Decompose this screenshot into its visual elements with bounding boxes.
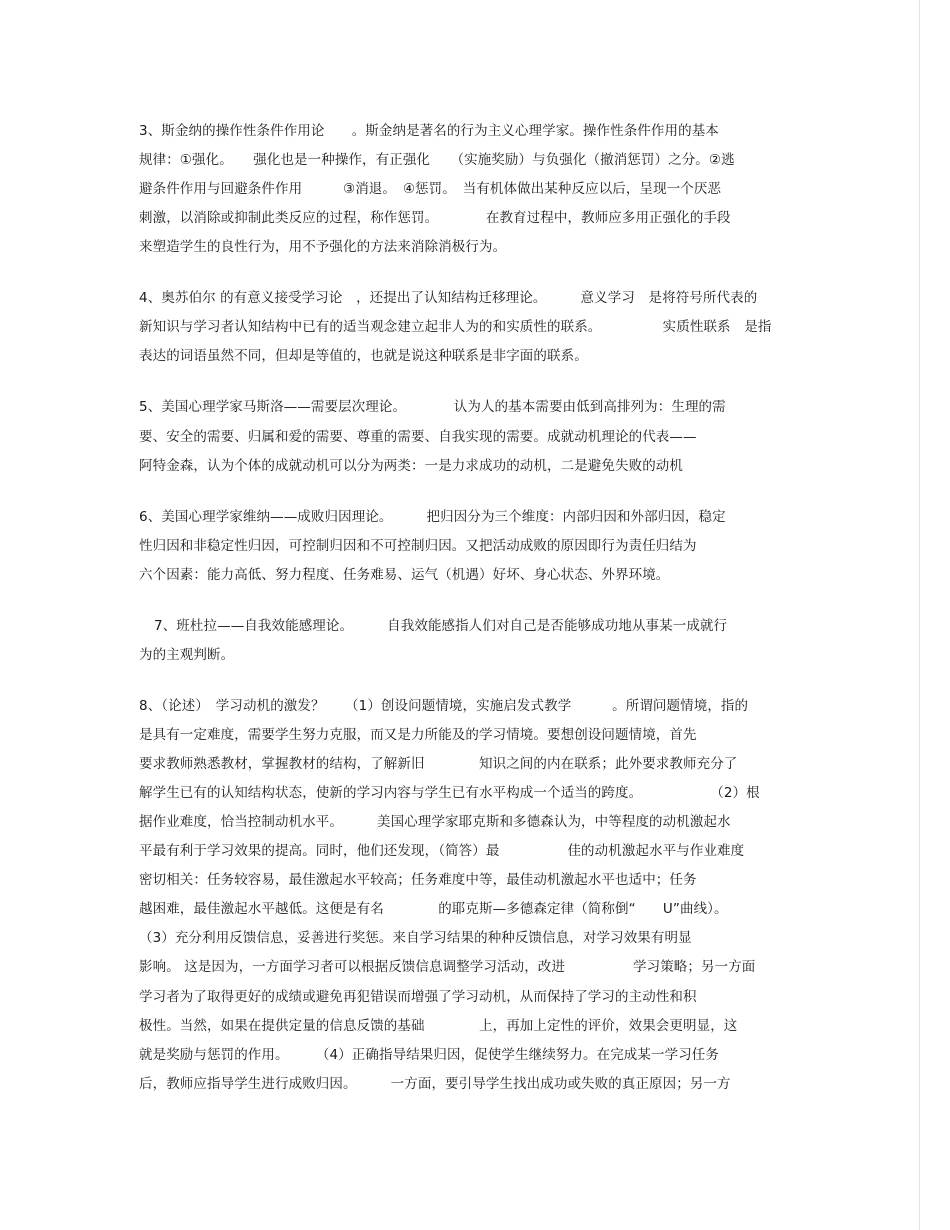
paragraph-8-line: 据作业难度，恰当控制动机水平。 美国心理学家耶克斯和多德森认为，中等程度的动机激起水 — [139, 814, 731, 830]
paragraph-4-line: 新知识与学习者认知结构中已有的适当观念建立起非人为的和实质性的联系。 实质性联系 是指 — [139, 319, 772, 335]
paragraph-8-line: 影响。 这是因为，一方面学习者可以根据反馈信息调整学习活动，改进 学习策略；另一方面 — [139, 959, 756, 975]
paragraph-8-line: 密切相关：任务较容易，最佳激起水平较高；任务难度中等，最佳动机激起水平也适中；任务 — [139, 872, 697, 888]
paragraph-6-line: 6、美国心理学家维纳——成败归因理论。 把归因分为三个维度：内部归因和外部归因，稳定 — [139, 509, 726, 525]
paragraph-8-line: （3）充分利用反馈信息，妥善进行奖惩。来自学习结果的种种反馈信息，对学习效果有明显 — [139, 930, 692, 946]
paragraph-8-line: 8、（论述） 学习动机的激发？ （1）创设问题情境，实施启发式教学 。所谓问题情境，指的 — [139, 698, 749, 714]
page-edge-divider — [919, 0, 920, 1230]
paragraph-6-line: 性归因和非稳定性归因，可控制归因和不可控制归因。又把活动成败的原因即行为责任归结为 — [139, 538, 697, 554]
paragraph-8-line: 越困难，最佳激起水平越低。这便是有名 的耶克斯—多德森定律（简称倒“ U”曲线）。 — [139, 901, 728, 917]
paragraph-8-line: 平最有利于学习效果的提高。同时，他们还发现，（简答）最 佳的动机激起水平与作业难度 — [139, 843, 745, 859]
paragraph-7-line: 为的主观判断。 — [139, 647, 235, 663]
paragraph-8-line: 极性。当然，如果在提供定量的信息反馈的基础 上，再加上定性的评价，效果会更明显，这 — [139, 1018, 738, 1034]
paragraph-8-line: 是具有一定难度，需要学生努力克服，而又是力所能及的学习情境。要想创设问题情境，首先 — [139, 727, 697, 743]
paragraph-4-line: 4、奥苏伯尔 的有意义接受学习论 ，还提出了认知结构迁移理论。 意义学习 是将符号所代表的 — [139, 290, 758, 306]
paragraph-5-line: 阿特金森，认为个体的成就动机可以分为两类：一是力求成功的动机，二是避免失败的动机 — [139, 458, 683, 474]
paragraph-3-line: 刺激，以消除或抑制此类反应的过程，称作惩罚。 在教育过程中，教师应多用正强化的手段 — [139, 210, 731, 226]
paragraph-8-line: 学习者为了取得更好的成绩或避免再犯错误而增强了学习动机，从而保持了学习的主动性和积 — [139, 989, 697, 1005]
paragraph-5-line: 要、安全的需要、归属和爱的需要、尊重的需要、自我实现的需要。成就动机理论的代表—— — [139, 429, 697, 445]
paragraph-7-line: 7、班杜拉——自我效能感理论。 自我效能感指人们对自己是否能够成功地从事某一成就行 — [154, 618, 728, 634]
paragraph-8-line: 要求教师熟悉教材，掌握教材的结构，了解新旧 知识之间的内在联系；此外要求教师充分了 — [139, 756, 738, 772]
paragraph-8-line: 后，教师应指导学生进行成败归因。 一方面，要引导学生找出成功或失败的真正原因；另一方 — [139, 1076, 731, 1092]
paragraph-3-line: 规律：①强化。 强化也是一种操作，有正强化 （实施奖励）与负强化（撤消惩罚）之分。②逃 — [139, 152, 735, 168]
paragraph-8-line: 就是奖励与惩罚的作用。 （4）正确指导结果归因，促使学生继续努力。在完成某一学习任务 — [139, 1047, 719, 1063]
paragraph-3-line: 3、斯金纳的操作性条件作用论 。斯金纳是著名的行为主义心理学家。操作性条件作用的基本 — [139, 123, 719, 139]
paragraph-4-line: 表达的词语虽然不同，但却是等值的，也就是说这种联系是非字面的联系。 — [139, 348, 588, 364]
paragraph-3-line: 避条件作用与回避条件作用 ③消退。 ④惩罚。 当有机体做出某种反应以后，呈现一个厌恶 — [139, 181, 722, 197]
paragraph-5-line: 5、美国心理学家马斯洛——需要层次理论。 认为人的基本需要由低到高排列为：生理的需 — [139, 399, 726, 415]
paragraph-6-line: 六个因素：能力高低、努力程度、任务难易、运气（机遇）好坏、身心状态、外界环境。 — [139, 567, 670, 583]
paragraph-8-line: 解学生已有的认知结构状态，使新的学习内容与学生已有水平构成一个适当的跨度。 （2）根 — [139, 785, 760, 801]
paragraph-3-line: 来塑造学生的良性行为，用不予强化的方法来消除消极行为。 — [139, 239, 507, 255]
